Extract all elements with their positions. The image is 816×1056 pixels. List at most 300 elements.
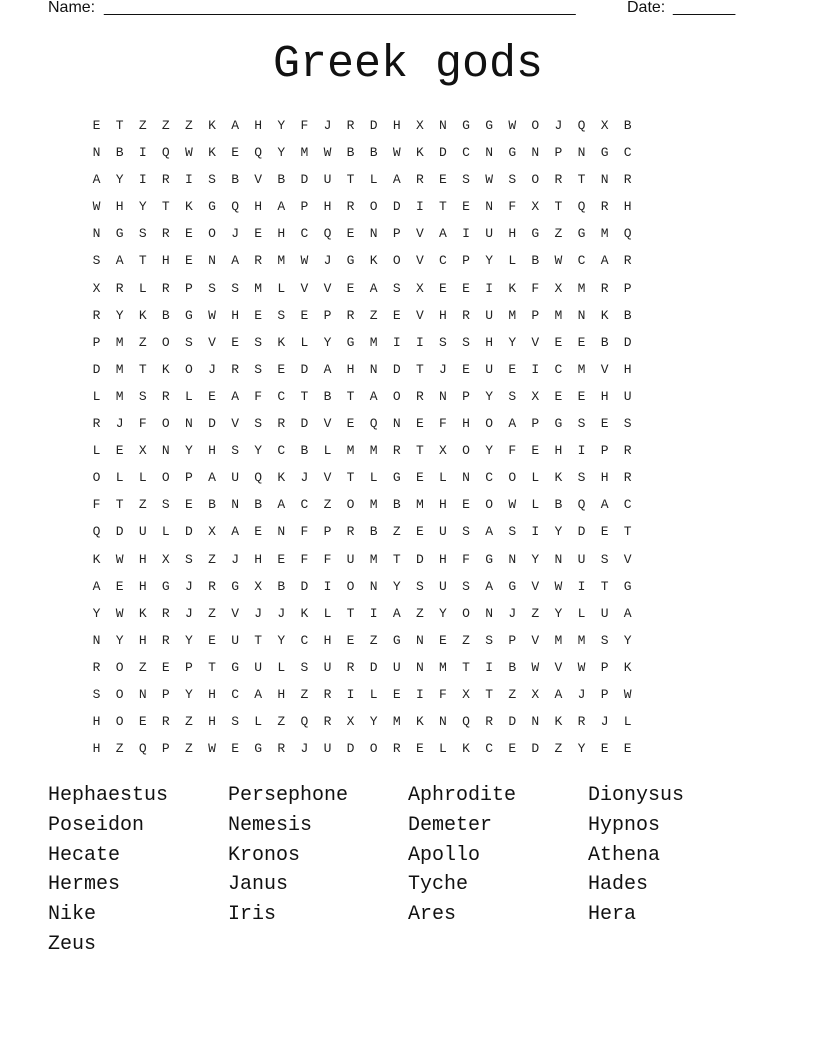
grid-letter[interactable]: E	[462, 199, 470, 215]
grid-letter[interactable]: S	[485, 632, 494, 648]
grid-letter[interactable]: Y	[185, 443, 193, 459]
grid-letter[interactable]: K	[208, 145, 216, 161]
grid-letter[interactable]: S	[92, 253, 101, 269]
grid-letter[interactable]: V	[300, 280, 309, 296]
grid-letter[interactable]: S	[254, 416, 263, 432]
grid-letter[interactable]: D	[300, 361, 309, 377]
grid-letter[interactable]: D	[300, 416, 309, 432]
grid-letter[interactable]: N	[508, 551, 517, 567]
grid-letter[interactable]: T	[600, 578, 609, 594]
grid-letter[interactable]: N	[531, 714, 540, 730]
grid-letter[interactable]: E	[277, 551, 286, 567]
grid-letter[interactable]: G	[392, 470, 401, 486]
grid-letter[interactable]: Q	[161, 145, 170, 161]
grid-letter[interactable]: N	[415, 632, 424, 648]
grid-letter[interactable]: N	[577, 307, 586, 323]
grid-letter[interactable]: R	[277, 416, 286, 432]
grid-letter[interactable]: C	[462, 145, 470, 161]
grid-letter[interactable]: F	[300, 118, 309, 133]
grid-letter[interactable]: I	[415, 686, 424, 702]
grid-letter[interactable]: R	[346, 659, 355, 675]
grid-letter[interactable]: D	[300, 578, 309, 594]
grid-letter[interactable]: E	[531, 443, 540, 459]
grid-letter[interactable]: S	[392, 280, 401, 296]
grid-letter[interactable]: H	[462, 416, 470, 432]
grid-letter[interactable]: Y	[185, 686, 193, 702]
grid-letter[interactable]: U	[231, 470, 240, 486]
grid-letter[interactable]: S	[623, 416, 632, 432]
grid-letter[interactable]: R	[346, 524, 355, 540]
grid-letter[interactable]: H	[623, 361, 632, 377]
grid-letter[interactable]: R	[323, 686, 332, 702]
grid-letter[interactable]: E	[346, 632, 355, 648]
grid-letter[interactable]: Q	[623, 226, 632, 242]
grid-letter[interactable]: P	[323, 524, 332, 540]
grid-letter[interactable]: C	[300, 632, 309, 648]
grid-letter[interactable]: S	[300, 659, 309, 675]
grid-letter[interactable]: W	[508, 497, 517, 513]
grid-letter[interactable]: O	[161, 334, 170, 350]
grid-letter[interactable]: H	[254, 118, 263, 133]
grid-letter[interactable]: V	[323, 416, 332, 432]
grid-letter[interactable]: L	[185, 388, 193, 404]
grid-letter[interactable]: L	[92, 443, 101, 459]
grid-letter[interactable]: I	[392, 334, 401, 350]
grid-letter[interactable]: H	[600, 388, 609, 404]
grid-letter[interactable]: Q	[323, 226, 332, 242]
grid-letter[interactable]: O	[185, 361, 193, 377]
grid-letter[interactable]: Z	[185, 118, 193, 133]
grid-letter[interactable]: I	[415, 199, 424, 215]
grid-letter[interactable]: H	[138, 632, 147, 648]
grid-letter[interactable]: Y	[115, 307, 124, 323]
grid-letter[interactable]: V	[623, 551, 632, 567]
grid-letter[interactable]: Z	[208, 605, 216, 621]
grid-letter[interactable]: I	[531, 524, 540, 540]
grid-letter[interactable]: T	[623, 524, 632, 540]
grid-letter[interactable]: Y	[485, 443, 494, 459]
grid-letter[interactable]: U	[623, 388, 632, 404]
grid-letter[interactable]: R	[346, 307, 355, 323]
grid-letter[interactable]: Y	[577, 741, 586, 757]
grid-letter[interactable]: O	[161, 416, 170, 432]
grid-letter[interactable]: E	[231, 334, 240, 350]
grid-letter[interactable]: L	[138, 470, 147, 486]
grid-letter[interactable]: S	[208, 172, 216, 188]
grid-letter[interactable]: B	[300, 443, 309, 459]
grid-letter[interactable]: I	[531, 361, 540, 377]
grid-letter[interactable]: G	[600, 145, 609, 161]
grid-letter[interactable]: F	[508, 443, 517, 459]
grid-letter[interactable]: T	[346, 172, 355, 188]
grid-letter[interactable]: N	[485, 145, 494, 161]
grid-letter[interactable]: H	[277, 686, 286, 702]
grid-letter[interactable]: C	[577, 253, 586, 269]
grid-letter[interactable]: S	[231, 280, 240, 296]
grid-letter[interactable]: L	[254, 714, 263, 730]
grid-letter[interactable]: H	[623, 199, 632, 215]
grid-letter[interactable]: U	[439, 524, 447, 540]
grid-letter[interactable]: S	[254, 334, 263, 350]
grid-letter[interactable]: R	[92, 307, 101, 323]
grid-letter[interactable]: S	[439, 334, 447, 350]
grid-letter[interactable]: T	[415, 361, 424, 377]
grid-letter[interactable]: E	[600, 741, 609, 757]
grid-letter[interactable]: N	[138, 686, 147, 702]
grid-letter[interactable]: O	[115, 686, 124, 702]
grid-letter[interactable]: I	[485, 659, 494, 675]
grid-letter[interactable]: Y	[277, 632, 286, 648]
grid-letter[interactable]: G	[115, 226, 124, 242]
grid-letter[interactable]: E	[115, 578, 124, 594]
grid-letter[interactable]: E	[185, 253, 193, 269]
grid-letter[interactable]: D	[346, 741, 355, 757]
grid-letter[interactable]: S	[462, 578, 470, 594]
grid-letter[interactable]: Z	[300, 686, 309, 702]
grid-letter[interactable]: N	[439, 388, 447, 404]
grid-letter[interactable]: D	[115, 524, 124, 540]
grid-letter[interactable]: A	[623, 605, 632, 621]
grid-letter[interactable]: U	[138, 524, 147, 540]
grid-letter[interactable]: E	[185, 226, 193, 242]
grid-letter[interactable]: V	[415, 226, 424, 242]
grid-letter[interactable]: B	[531, 253, 540, 269]
grid-letter[interactable]: G	[623, 578, 632, 594]
grid-letter[interactable]: S	[462, 172, 470, 188]
grid-letter[interactable]: B	[277, 578, 286, 594]
grid-letter[interactable]: R	[115, 280, 124, 296]
grid-letter[interactable]: I	[577, 578, 586, 594]
grid-letter[interactable]: Z	[323, 497, 332, 513]
grid-letter[interactable]: E	[508, 741, 517, 757]
grid-letter[interactable]: I	[346, 686, 355, 702]
grid-letter[interactable]: B	[254, 497, 263, 513]
grid-letter[interactable]: H	[508, 226, 517, 242]
grid-letter[interactable]: A	[208, 470, 216, 486]
grid-letter[interactable]: O	[369, 741, 378, 757]
grid-letter[interactable]: M	[115, 388, 124, 404]
grid-letter[interactable]: S	[185, 551, 193, 567]
grid-letter[interactable]: B	[554, 497, 563, 513]
grid-letter[interactable]: K	[277, 334, 286, 350]
grid-letter[interactable]: S	[600, 551, 609, 567]
grid-letter[interactable]: M	[392, 714, 401, 730]
grid-letter[interactable]: O	[346, 497, 355, 513]
grid-letter[interactable]: U	[485, 361, 494, 377]
grid-letter[interactable]: R	[161, 226, 170, 242]
grid-letter[interactable]: Y	[277, 145, 286, 161]
grid-letter[interactable]: M	[369, 443, 378, 459]
grid-letter[interactable]: P	[161, 741, 170, 757]
grid-letter[interactable]: H	[254, 551, 263, 567]
grid-letter[interactable]: T	[161, 199, 170, 215]
grid-letter[interactable]: E	[300, 307, 309, 323]
grid-letter[interactable]: Z	[369, 632, 378, 648]
grid-letter[interactable]: E	[346, 416, 355, 432]
grid-letter[interactable]: E	[462, 497, 470, 513]
grid-letter[interactable]: R	[323, 714, 332, 730]
grid-letter[interactable]: E	[254, 307, 263, 323]
grid-letter[interactable]: O	[462, 605, 470, 621]
grid-letter[interactable]: G	[554, 416, 563, 432]
grid-letter[interactable]: H	[323, 199, 332, 215]
grid-letter[interactable]: F	[92, 497, 101, 513]
grid-letter[interactable]: Y	[508, 334, 517, 350]
grid-letter[interactable]: Y	[485, 388, 494, 404]
grid-letter[interactable]: W	[300, 253, 309, 269]
grid-letter[interactable]: M	[346, 443, 355, 459]
grid-letter[interactable]: R	[231, 361, 240, 377]
grid-letter[interactable]: W	[392, 145, 401, 161]
grid-letter[interactable]: U	[485, 226, 494, 242]
grid-letter[interactable]: K	[554, 470, 563, 486]
grid-letter[interactable]: K	[623, 659, 632, 675]
grid-letter[interactable]: L	[439, 470, 447, 486]
grid-letter[interactable]: A	[323, 361, 332, 377]
grid-letter[interactable]: N	[208, 253, 216, 269]
grid-letter[interactable]: R	[161, 714, 170, 730]
grid-letter[interactable]: R	[277, 741, 286, 757]
grid-letter[interactable]: M	[254, 280, 263, 296]
grid-letter[interactable]: Z	[554, 741, 563, 757]
grid-letter[interactable]: H	[600, 470, 609, 486]
grid-letter[interactable]: L	[300, 334, 309, 350]
grid-letter[interactable]: B	[623, 118, 632, 133]
grid-letter[interactable]: L	[92, 388, 101, 404]
grid-letter[interactable]: Q	[231, 199, 240, 215]
grid-letter[interactable]: D	[392, 199, 401, 215]
grid-letter[interactable]: Q	[577, 497, 586, 513]
grid-letter[interactable]: P	[161, 686, 170, 702]
grid-letter[interactable]: I	[415, 334, 424, 350]
grid-letter[interactable]: P	[185, 470, 193, 486]
grid-letter[interactable]: S	[277, 307, 286, 323]
grid-letter[interactable]: A	[485, 524, 494, 540]
grid-letter[interactable]: S	[231, 443, 240, 459]
grid-letter[interactable]: U	[485, 307, 494, 323]
grid-letter[interactable]: K	[208, 118, 216, 133]
date-field[interactable]: _______	[673, 0, 736, 16]
grid-letter[interactable]: Y	[554, 524, 563, 540]
grid-letter[interactable]: N	[369, 361, 378, 377]
grid-letter[interactable]: C	[485, 470, 494, 486]
grid-letter[interactable]: Z	[138, 659, 147, 675]
grid-letter[interactable]: P	[92, 334, 101, 350]
grid-letter[interactable]: C	[300, 226, 309, 242]
grid-letter[interactable]: G	[231, 578, 240, 594]
grid-letter[interactable]: V	[531, 578, 540, 594]
grid-letter[interactable]: A	[231, 388, 240, 404]
grid-letter[interactable]: R	[161, 605, 170, 621]
grid-letter[interactable]: P	[600, 443, 609, 459]
grid-letter[interactable]: H	[92, 741, 101, 757]
grid-letter[interactable]: Z	[415, 605, 424, 621]
grid-letter[interactable]: X	[439, 443, 447, 459]
grid-letter[interactable]: B	[161, 307, 170, 323]
grid-letter[interactable]: W	[208, 307, 216, 323]
grid-letter[interactable]: T	[300, 388, 309, 404]
grid-letter[interactable]: W	[554, 253, 563, 269]
grid-letter[interactable]: O	[115, 659, 124, 675]
grid-letter[interactable]: G	[231, 659, 240, 675]
grid-letter[interactable]: P	[531, 307, 540, 323]
grid-letter[interactable]: U	[346, 551, 355, 567]
grid-letter[interactable]: X	[531, 686, 540, 702]
grid-letter[interactable]: M	[369, 551, 378, 567]
grid-letter[interactable]: F	[439, 686, 447, 702]
grid-letter[interactable]: S	[508, 172, 517, 188]
grid-letter[interactable]: K	[138, 307, 147, 323]
grid-letter[interactable]: L	[623, 714, 632, 730]
grid-letter[interactable]: Q	[462, 714, 470, 730]
grid-letter[interactable]: J	[600, 714, 609, 730]
grid-letter[interactable]: X	[415, 118, 424, 133]
grid-letter[interactable]: J	[323, 118, 332, 133]
grid-letter[interactable]: T	[462, 659, 470, 675]
grid-letter[interactable]: O	[92, 470, 101, 486]
grid-letter[interactable]: M	[554, 632, 563, 648]
grid-letter[interactable]: C	[485, 741, 494, 757]
grid-letter[interactable]: D	[208, 416, 216, 432]
grid-letter[interactable]: G	[485, 118, 494, 133]
grid-letter[interactable]: O	[531, 118, 540, 133]
grid-letter[interactable]: Z	[508, 686, 517, 702]
grid-letter[interactable]: P	[508, 632, 517, 648]
grid-letter[interactable]: E	[138, 714, 147, 730]
grid-letter[interactable]: I	[185, 172, 193, 188]
grid-letter[interactable]: Q	[300, 714, 309, 730]
grid-letter[interactable]: B	[623, 307, 632, 323]
grid-letter[interactable]: X	[254, 578, 263, 594]
grid-letter[interactable]: S	[185, 334, 193, 350]
grid-letter[interactable]: T	[346, 470, 355, 486]
grid-letter[interactable]: K	[185, 199, 193, 215]
grid-letter[interactable]: F	[254, 388, 263, 404]
grid-letter[interactable]: O	[531, 172, 540, 188]
grid-letter[interactable]: G	[185, 307, 193, 323]
grid-letter[interactable]: J	[300, 470, 309, 486]
grid-letter[interactable]: E	[439, 632, 447, 648]
grid-letter[interactable]: Y	[392, 578, 401, 594]
grid-letter[interactable]: P	[462, 388, 470, 404]
grid-letter[interactable]: H	[323, 632, 332, 648]
grid-letter[interactable]: Z	[115, 741, 124, 757]
grid-letter[interactable]: E	[115, 443, 124, 459]
grid-letter[interactable]: X	[138, 443, 147, 459]
grid-letter[interactable]: O	[392, 253, 401, 269]
grid-letter[interactable]: V	[231, 416, 240, 432]
grid-letter[interactable]: Y	[277, 118, 286, 133]
grid-letter[interactable]: J	[508, 605, 517, 621]
grid-letter[interactable]: U	[439, 578, 447, 594]
grid-letter[interactable]: J	[185, 605, 193, 621]
grid-letter[interactable]: V	[600, 361, 609, 377]
grid-letter[interactable]: O	[485, 497, 494, 513]
grid-letter[interactable]: L	[439, 741, 447, 757]
grid-letter[interactable]: N	[369, 226, 378, 242]
grid-letter[interactable]: R	[392, 443, 401, 459]
grid-letter[interactable]: N	[485, 199, 494, 215]
grid-letter[interactable]: E	[462, 280, 470, 296]
grid-letter[interactable]: F	[439, 416, 447, 432]
grid-letter[interactable]: S	[462, 524, 470, 540]
grid-letter[interactable]: D	[369, 118, 378, 133]
grid-letter[interactable]: M	[577, 280, 586, 296]
grid-letter[interactable]: K	[92, 551, 101, 567]
grid-letter[interactable]: S	[462, 334, 470, 350]
grid-letter[interactable]: Y	[115, 172, 124, 188]
grid-letter[interactable]: J	[115, 416, 124, 432]
grid-letter[interactable]: N	[92, 145, 101, 161]
grid-letter[interactable]: N	[531, 145, 540, 161]
grid-letter[interactable]: R	[161, 632, 170, 648]
grid-letter[interactable]: R	[415, 172, 424, 188]
grid-letter[interactable]: X	[462, 686, 470, 702]
grid-letter[interactable]: G	[254, 741, 263, 757]
grid-letter[interactable]: S	[600, 632, 609, 648]
grid-letter[interactable]: A	[277, 199, 286, 215]
grid-letter[interactable]: M	[300, 145, 309, 161]
grid-letter[interactable]: Z	[392, 524, 401, 540]
grid-letter[interactable]: D	[508, 714, 517, 730]
grid-letter[interactable]: P	[531, 416, 540, 432]
grid-letter[interactable]: H	[208, 714, 216, 730]
grid-letter[interactable]: E	[577, 388, 586, 404]
grid-letter[interactable]: T	[115, 118, 124, 133]
grid-letter[interactable]: E	[231, 741, 240, 757]
grid-letter[interactable]: R	[577, 714, 586, 730]
grid-letter[interactable]: W	[115, 551, 124, 567]
grid-letter[interactable]: P	[600, 659, 609, 675]
grid-letter[interactable]: F	[531, 280, 540, 296]
grid-letter[interactable]: P	[554, 145, 563, 161]
grid-letter[interactable]: R	[346, 199, 355, 215]
grid-letter[interactable]: Z	[138, 118, 147, 133]
grid-letter[interactable]: X	[531, 388, 540, 404]
grid-letter[interactable]: S	[415, 578, 424, 594]
grid-letter[interactable]: H	[115, 199, 124, 215]
grid-letter[interactable]: Y	[531, 551, 540, 567]
grid-letter[interactable]: W	[115, 605, 124, 621]
grid-letter[interactable]: N	[185, 416, 193, 432]
grid-letter[interactable]: A	[600, 497, 609, 513]
grid-letter[interactable]: E	[415, 416, 424, 432]
grid-letter[interactable]: T	[208, 659, 216, 675]
grid-letter[interactable]: E	[231, 145, 240, 161]
grid-letter[interactable]: J	[300, 741, 309, 757]
grid-letter[interactable]: G	[161, 578, 170, 594]
grid-letter[interactable]: L	[369, 172, 378, 188]
grid-letter[interactable]: J	[554, 118, 563, 133]
grid-letter[interactable]: C	[277, 388, 286, 404]
grid-letter[interactable]: N	[485, 605, 494, 621]
grid-letter[interactable]: X	[92, 280, 101, 296]
grid-letter[interactable]: A	[369, 388, 378, 404]
grid-letter[interactable]: N	[277, 524, 286, 540]
grid-letter[interactable]: F	[462, 551, 470, 567]
grid-letter[interactable]: P	[185, 280, 193, 296]
grid-letter[interactable]: L	[115, 470, 124, 486]
grid-letter[interactable]: X	[531, 199, 540, 215]
grid-letter[interactable]: E	[577, 334, 586, 350]
grid-letter[interactable]: E	[254, 524, 263, 540]
grid-letter[interactable]: Y	[92, 605, 101, 621]
grid-letter[interactable]: N	[439, 118, 447, 133]
grid-letter[interactable]: T	[115, 497, 124, 513]
grid-letter[interactable]: R	[600, 199, 609, 215]
grid-letter[interactable]: B	[369, 145, 378, 161]
grid-letter[interactable]: E	[185, 497, 193, 513]
